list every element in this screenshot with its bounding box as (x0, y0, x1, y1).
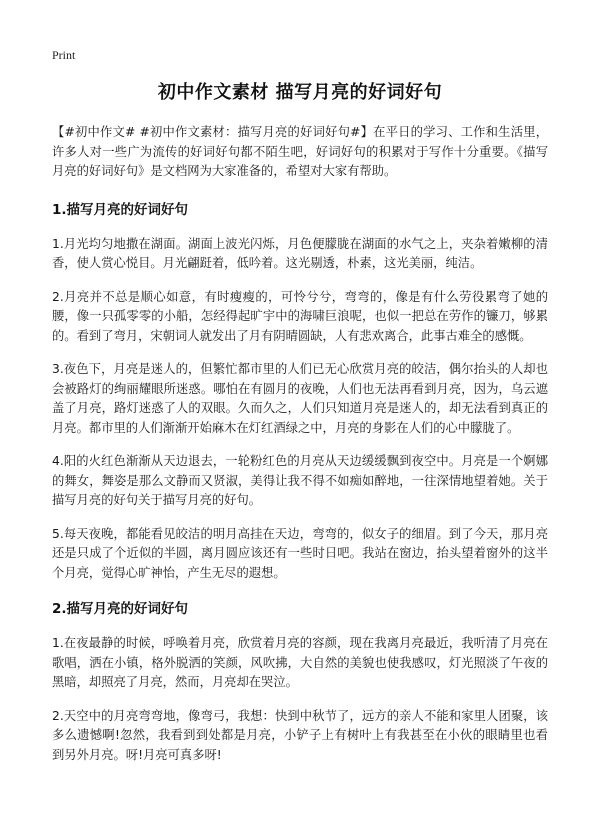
paragraph: 1.在夜最静的时候，呼唤着月亮，欣赏着月亮的容颜，现在我离月亮最近，我听清了月亮在歌唱，洒在小镇，格外脱洒的笑颜，风吹拂，大自然的美貌也使我感叹，灯光照淡了午夜的黑暗，却照亮了月亮，然而，月亮却在哭泣。 (52, 636, 548, 689)
paragraph: 2.天空中的月亮弯弯地，像弯弓，我想：快到中秋节了，远方的亲人不能和家里人团聚，该多么遗憾啊!忽然，我看到到处都是月亮，小铲子上有树叶上有我甚至在小伙的眼睛里也看到另外月亮。呀!月亮可真多呀! (52, 708, 548, 762)
page-title: 初中作文素材 描写月亮的好词好句 (157, 82, 443, 103)
section-heading: 1.描写月亮的好词好句 (52, 201, 189, 218)
section-heading: 2.描写月亮的好词好句 (52, 601, 189, 617)
paragraph: 4.阳的火红色渐渐从天边退去，一轮粉红色的月亮从天边缓缓飘到夜空中。月亮是一个婀娜的舞女，舞姿是那么文静而又贤淑，美得让我不得不如痴如醉地，一往深情地望着她。关于描写月亮的好句关于描写月亮的好句。 (52, 454, 548, 507)
intro-paragraph: 【#初中作文# #初中作文素材：描写月亮的好词好句#】在平日的学习、工作和生活里，许多人对一些广为流传的好词好句都不陌生吧，好词好句的积累对于写作十分重要。《描写月亮的好词好句》是文档网为大家准备的，希望对大家有帮助。 (52, 125, 548, 178)
section-1 (52, 198, 548, 584)
document-body (52, 123, 548, 779)
paragraph: 1.月光均匀地撒在湖面。湖面上波光闪烁，月色便朦胧在湖面的水气之上，夹杂着嫩柳的清香，使人赏心悦目。月光翩跹着，低吟着。这光剔透，朴素，这光美丽，纯洁。 (52, 236, 548, 270)
print-link[interactable]: Print (52, 48, 76, 62)
section-2 (52, 597, 548, 765)
paragraph: 5.每天夜晚，都能看见皎洁的明月高挂在天边，弯弯的，似女子的细眉。到了今天，那月亮还是只成了个近似的半圆，离月圆应该还有一些时日吧。我站在窗边，抬头望着窗外的这半个月亮，觉得心旷神怡，产生无尽的遐想。 (52, 526, 548, 580)
paragraph: 2.月亮并不总是顺心如意，有时瘦瘦的，可怜兮兮，弯弯的，像是有什么劳役累弯了她的腰，像一只孤零零的小船，怎经得起旷宇中的海啸巨浪呢，也似一把总在劳作的镰刀，够累的。看到了弯月，宋朝词人就发出了月有阴晴圆缺，人有悲欢离合，此事古难全的感慨。 (52, 289, 548, 343)
paragraph: 3.夜色下，月亮是迷人的，但繁忙都市里的人们已无心欣赏月亮的皎洁，偶尔抬头的人却也会被路灯的绚丽耀眼所迷惑。哪怕在有圆月的夜晚，人们也无法再看到月亮，因为，乌云遮盖了月亮，路灯迷惑了人的双眼。久而久之，人们只知道月亮是迷人的，却无法看到真正的月亮。都市里的人们渐渐开始麻木在灯红酒绿之中，月亮的身影在人们的心中朦胧了。 (52, 362, 548, 435)
